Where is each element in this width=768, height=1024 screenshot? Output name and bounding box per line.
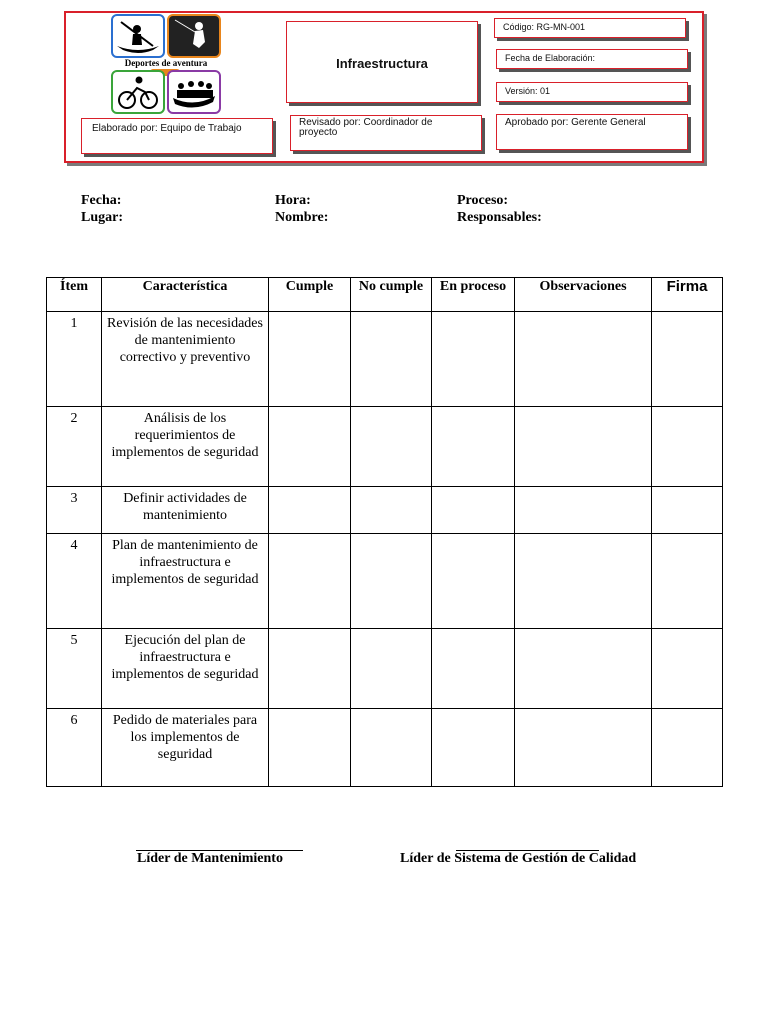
header-observaciones: Observaciones xyxy=(515,278,652,312)
elaborado-label: Elaborado por: Equipo de Trabajo xyxy=(92,123,242,134)
table-row xyxy=(47,312,723,407)
title-box xyxy=(286,21,478,103)
caracteristica-cell: Ejecución del plan de infraestructura e implementos de seguridad xyxy=(102,629,269,709)
header-en-proceso: En proceso xyxy=(432,278,515,312)
item-cell: 6 xyxy=(47,709,102,787)
document-title: Infraestructura xyxy=(336,56,428,71)
firma-cell[interactable] xyxy=(652,629,723,709)
hora-field: Hora: xyxy=(275,193,311,208)
company-logo xyxy=(110,14,222,114)
proceso-field: Proceso: xyxy=(457,193,509,208)
cumple-cell[interactable] xyxy=(269,312,351,407)
item-cell: 5 xyxy=(47,629,102,709)
cumple-cell[interactable] xyxy=(269,629,351,709)
observaciones-cell[interactable] xyxy=(515,709,652,787)
firma-cell[interactable] xyxy=(652,487,723,534)
signature-label-right: Líder de Sistema de Gestión de Calidad xyxy=(400,851,637,866)
version-label: Versión: 01 xyxy=(505,86,551,96)
kayak-icon xyxy=(111,14,165,58)
table-row xyxy=(47,629,723,709)
caracteristica-cell: Plan de mantenimiento de infraestructura e implementos de seguridad xyxy=(102,534,269,629)
no-cumple-cell[interactable] xyxy=(351,312,432,407)
table-row xyxy=(47,487,723,534)
firma-cell[interactable] xyxy=(652,312,723,407)
revisado-label: Revisado por: Coordinador de proyecto xyxy=(299,117,433,138)
cumple-cell[interactable] xyxy=(269,709,351,787)
observaciones-cell[interactable] xyxy=(515,407,652,487)
table-row xyxy=(47,534,723,629)
firma-cell[interactable] xyxy=(652,407,723,487)
codigo-label: Código: RG-MN-001 xyxy=(503,22,586,32)
observaciones-cell[interactable] xyxy=(515,629,652,709)
observaciones-cell[interactable] xyxy=(515,534,652,629)
table-row xyxy=(47,709,723,787)
caracteristica-cell: Pedido de materiales para los implementos de seguridad xyxy=(102,709,269,787)
header-caracteristica: Característica xyxy=(102,278,269,312)
no-cumple-cell[interactable] xyxy=(351,407,432,487)
caracteristica-cell: Revisión de las necesidades de mantenimiento correctivo y preventivo xyxy=(102,312,269,407)
item-cell: 4 xyxy=(47,534,102,629)
header-item: Ítem xyxy=(47,278,102,312)
table-row xyxy=(47,407,723,487)
en-proceso-cell[interactable] xyxy=(432,487,515,534)
en-proceso-cell[interactable] xyxy=(432,312,515,407)
aprobado-box xyxy=(496,114,688,150)
responsables-field: Responsables: xyxy=(457,210,542,225)
fecha-field: Fecha: xyxy=(81,193,122,208)
firma-cell[interactable] xyxy=(652,709,723,787)
fecha-elaboracion-box xyxy=(496,49,688,69)
en-proceso-cell[interactable] xyxy=(432,629,515,709)
climbing-icon xyxy=(167,14,221,58)
no-cumple-cell[interactable] xyxy=(351,487,432,534)
en-proceso-cell[interactable] xyxy=(432,407,515,487)
observaciones-cell[interactable] xyxy=(515,487,652,534)
logo-text: Deportes de aventura xyxy=(124,58,208,68)
no-cumple-cell[interactable] xyxy=(351,629,432,709)
elaborado-box xyxy=(81,118,273,154)
cumple-cell[interactable] xyxy=(269,407,351,487)
caracteristica-cell: Análisis de los requerimientos de implementos de seguridad xyxy=(102,407,269,487)
checklist-table xyxy=(46,277,723,787)
table-header-row xyxy=(47,278,723,312)
item-cell: 2 xyxy=(47,407,102,487)
aprobado-label: Aprobado por: Gerente General xyxy=(505,117,646,128)
signature-label-left: Líder de Mantenimiento xyxy=(137,851,283,866)
header-no-cumple: No cumple xyxy=(351,278,432,312)
en-proceso-cell[interactable] xyxy=(432,709,515,787)
cycling-icon xyxy=(111,70,165,114)
header-cumple: Cumple xyxy=(269,278,351,312)
rafting-icon xyxy=(167,70,221,114)
codigo-box xyxy=(494,18,686,38)
firma-cell[interactable] xyxy=(652,534,723,629)
fecha-elaboracion-label: Fecha de Elaboración: xyxy=(505,53,596,63)
header-firma: Firma xyxy=(652,278,723,312)
item-cell: 3 xyxy=(47,487,102,534)
revisado-box xyxy=(290,115,482,151)
no-cumple-cell[interactable] xyxy=(351,709,432,787)
cumple-cell[interactable] xyxy=(269,487,351,534)
no-cumple-cell[interactable] xyxy=(351,534,432,629)
cumple-cell[interactable] xyxy=(269,534,351,629)
nombre-field: Nombre: xyxy=(275,210,329,225)
en-proceso-cell[interactable] xyxy=(432,534,515,629)
observaciones-cell[interactable] xyxy=(515,312,652,407)
caracteristica-cell: Definir actividades de mantenimiento xyxy=(102,487,269,534)
lugar-field: Lugar: xyxy=(81,210,123,225)
item-cell: 1 xyxy=(47,312,102,407)
version-box xyxy=(496,82,688,102)
